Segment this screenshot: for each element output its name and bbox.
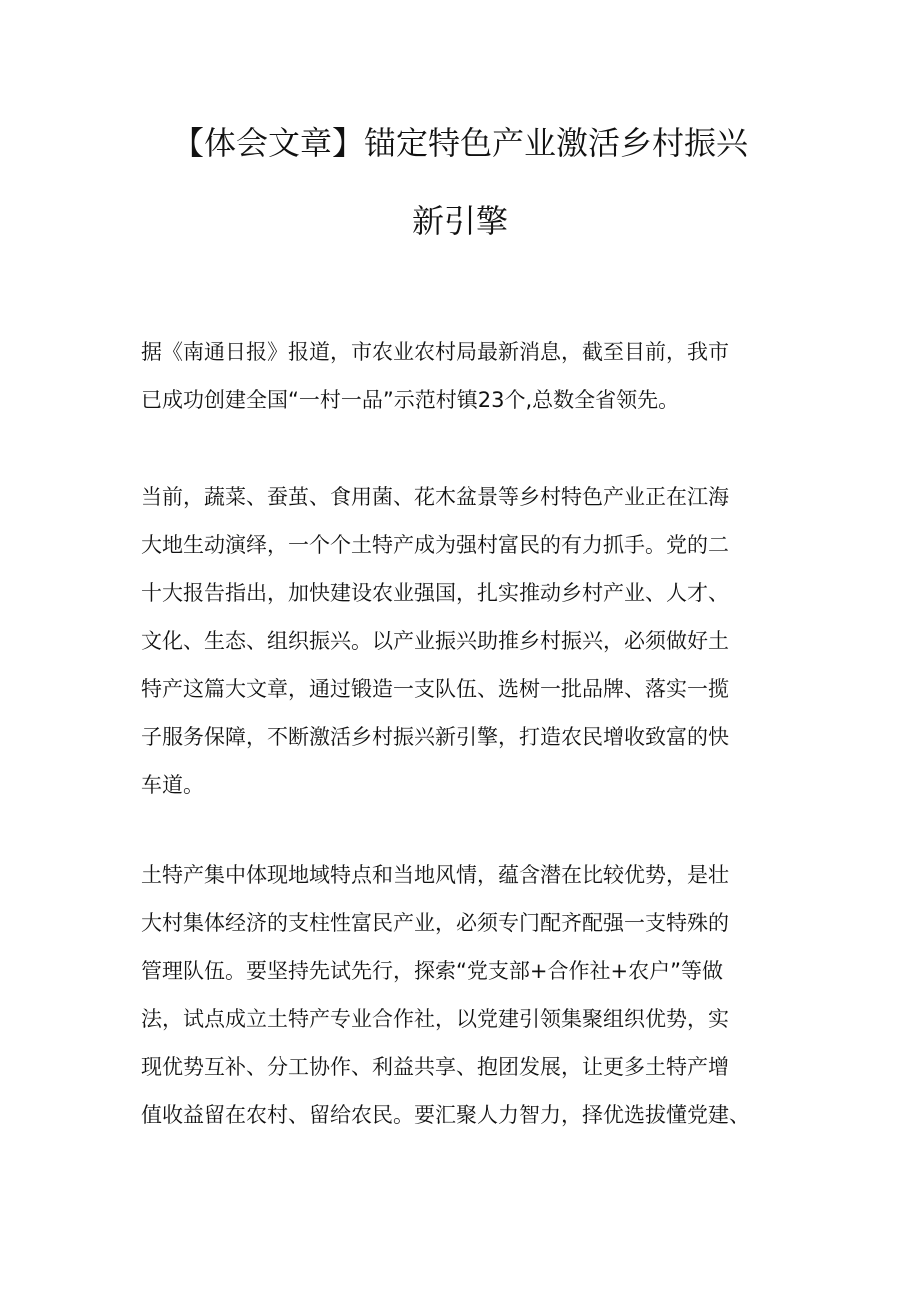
paragraph-line: 管理队伍。要坚持先试先行，探索“党支部+合作社+农户”等做 bbox=[141, 959, 723, 983]
document-title-line-1: 【体会文章】锚定特色产业激活乡村振兴 bbox=[171, 124, 748, 162]
paragraph-2 bbox=[141, 473, 801, 809]
paragraph-line: 特产这篇大文章，通过锻造一支队伍、选树一批品牌、落实一揽 bbox=[141, 677, 729, 701]
document-title-line-2: 新引擎 bbox=[411, 202, 508, 240]
paragraph-line: 土特产集中体现地域特点和当地风情，蕴含潜在比较优势，是壮 bbox=[141, 863, 729, 887]
paragraph-line: 大村集体经济的支柱性富民产业，必须专门配齐配强一支特殊的 bbox=[141, 911, 729, 935]
paragraph-line: 大地生动演绎，一个个土特产成为强村富民的有力抓手。党的二 bbox=[141, 533, 729, 557]
paragraph-line: 现优势互补、分工协作、利益共享、抱团发展，让更多土特产增 bbox=[141, 1055, 729, 1079]
paragraph-3 bbox=[141, 851, 801, 1139]
paragraph-line: 已成功创建全国“一村一品”示范村镇23个,总数全省领先。 bbox=[141, 388, 680, 412]
paragraph-line: 文化、生态、组织振兴。以产业振兴助推乡村振兴，必须做好土 bbox=[141, 629, 729, 653]
paragraph-line: 车道。 bbox=[141, 773, 204, 797]
paragraph-line: 据《南通日报》报道，市农业农村局最新消息，截至目前，我市 bbox=[141, 340, 729, 364]
paragraph-line: 十大报告指出，加快建设农业强国，扎实推动乡村产业、人才、 bbox=[141, 581, 729, 605]
paragraph-1 bbox=[141, 328, 801, 424]
paragraph-line: 法，试点成立土特产专业合作社，以党建引领集聚组织优势，实 bbox=[141, 1007, 729, 1031]
paragraph-line: 值收益留在农村、留给农民。要汇聚人力智力，择优选拔懂党建、 bbox=[141, 1103, 750, 1127]
paragraph-line: 子服务保障，不断激活乡村振兴新引擎，打造农民增收致富的快 bbox=[141, 725, 729, 749]
paragraph-line: 当前，蔬菜、蚕茧、食用菌、花木盆景等乡村特色产业正在江海 bbox=[141, 485, 729, 509]
